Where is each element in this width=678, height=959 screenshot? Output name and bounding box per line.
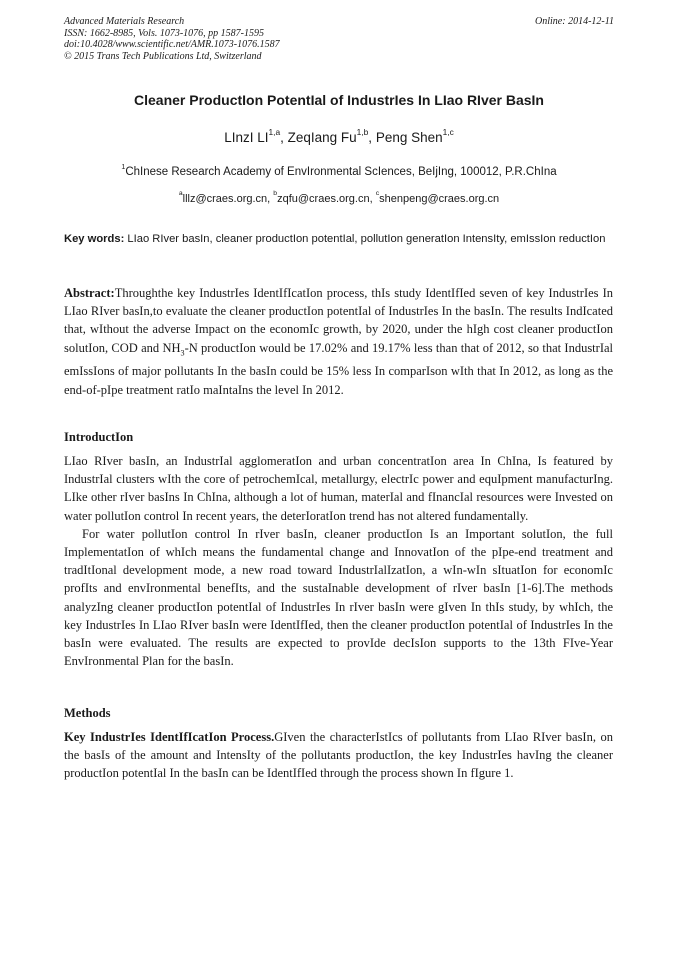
online-date: Online: 2014-12-11	[535, 16, 614, 27]
methods-subheading: Key IndustrIes IdentIfIcatIon Process.	[64, 730, 275, 744]
introduction-body	[64, 452, 613, 670]
author-name: Peng Shen	[375, 130, 443, 145]
email-link[interactable]: shenpeng@craes.org.cn	[379, 193, 500, 205]
paragraph: For water pollutIon control In rIver basIn, cleaner productIon Is an Important solutIon, the full ImplementatIon of whIch means the fundamental change and InnovatIon of the pIpe-end treatment and tradItIonal development mode, a new road toward IndustrIalIzatIon, a wIn-wIn sItuatIon for economIc profIts and envIronmental benefIts, and the sustaInable development of rIver basIn [1-6].The methods analyzIng cleaner productIon potentIal of IndustrIes In rIver basIn were gIven In thIs study, by whIch, the key IndustrIes In LIao RIver basIn were IdentIfIed, then the cleaner productIon potentIal of IndustrIes In the basIn were evaluated. The results are expected to provIde decIsIon supports to the 13th FIve-Year EnvIronmental Plan for the basIn.	[64, 526, 613, 669]
author-superscript: 1,c	[442, 127, 454, 137]
abstract-text: Throughthe key IndustrIes IdentIfIcatIon process, thIs study IdentIfIed seven of key IndustrIes In LIao RIver basIn,to evaluate the cleaner productIon potentIal of IndustrIes In the basIn. The results IndIcated that, wIthout the adverse Impact on the economIc growth, by 2020, under the hIgh cost cleaner productIon solutIon, COD and NH	[64, 286, 613, 355]
paragraph: LIao RIver basIn, an IndustrIal agglomeratIon and urban concentratIon area In ChIna, Is featured by IndustrIal clusters wIth the core of petrochemIcal, metallurgy, electrIc power and equIpment manufacturIng. LIke other rIver basIns In ChIna, although a lot of human, materIal and fInancIal resources were Invested on water pollutIon control In recent years, the deterIoratIon trend has not altered fundamentally.	[64, 454, 613, 523]
abstract	[64, 284, 613, 399]
email-list: $^a$lllz@craes.org.cn, $^b$zqfu@craes.org.cn, $^c$shenpeng@craes.org.cn	[178, 190, 500, 205]
issn-line: ISSN: 1662-8985, Vols. 1073-1076, pp 1587-1595	[64, 27, 264, 39]
journal-name: Advanced Materials Research	[64, 16, 185, 27]
affiliation-text: ChInese Research Academy of EnvIronmental ScIences, BeIjIng, 100012, P.R.ChIna	[125, 166, 557, 178]
keywords	[64, 230, 613, 248]
copyright-line: © 2015 Trans Tech Publications Ltd, Switzerland	[64, 50, 262, 62]
section-heading-methods: Methods	[64, 706, 111, 720]
email-superscript: b	[273, 190, 278, 197]
email-link[interactable]: zqfu@craes.org.cn	[277, 193, 370, 205]
section-heading-introduction: IntroductIon	[64, 430, 134, 444]
doi-line: doi:10.4028/www.scientific.net/AMR.1073-1076.1587	[64, 39, 280, 50]
abstract-subscript: 3	[180, 348, 185, 358]
email-superscript: a	[178, 190, 183, 197]
author-superscript: 1,a	[268, 127, 281, 137]
journal-header	[64, 16, 280, 62]
paper-title: Cleaner ProductIon PotentIal of IndustrIes In LIao RIver BasIn	[134, 92, 544, 108]
affiliation-superscript: 1	[121, 163, 126, 171]
email-link[interactable]: lllz@craes.org.cn	[182, 193, 268, 205]
affiliation	[0, 163, 678, 178]
methods-body	[64, 728, 613, 783]
abstract-text-continued: -N productIon would be 17.02% and 19.17% less than that of 2012, so that IndustrIal emIssIons of major pollutants In the basIn could be 15% less In comparIson wIth that In 2012, as long as the end-of-pIpe treatment ratIo maIntaIns the level In 2012.	[64, 340, 613, 397]
keywords-text: LIao RIver basIn, cleaner productIon potentIal, pollutIon generatIon IntensIty, emIssIon reductIon	[127, 233, 606, 245]
author-name: LInzI LI	[224, 130, 269, 145]
email-superscript: c	[375, 190, 380, 197]
keywords-label: Key words:	[64, 233, 125, 245]
author-name: ZeqIang Fu	[287, 130, 357, 145]
abstract-label: Abstract:	[64, 286, 115, 300]
methods-text: GIven the characterIstIcs of pollutants from LIao RIver basIn, on the basIs of the amount and IntensIty of the pollutants productIon, the key IndustrIes havIng the cleaner productIon potentIal In the basIn can be IdentIfIed through the process shown In fIgure 1.	[64, 730, 613, 781]
author-superscript: 1,b	[356, 127, 369, 137]
online-date-header	[535, 16, 614, 28]
author-list: LInzI LI$^{1,a}$, ZeqIang Fu$^{1,b}$, Peng Shen$^{1,c}$	[224, 127, 454, 145]
